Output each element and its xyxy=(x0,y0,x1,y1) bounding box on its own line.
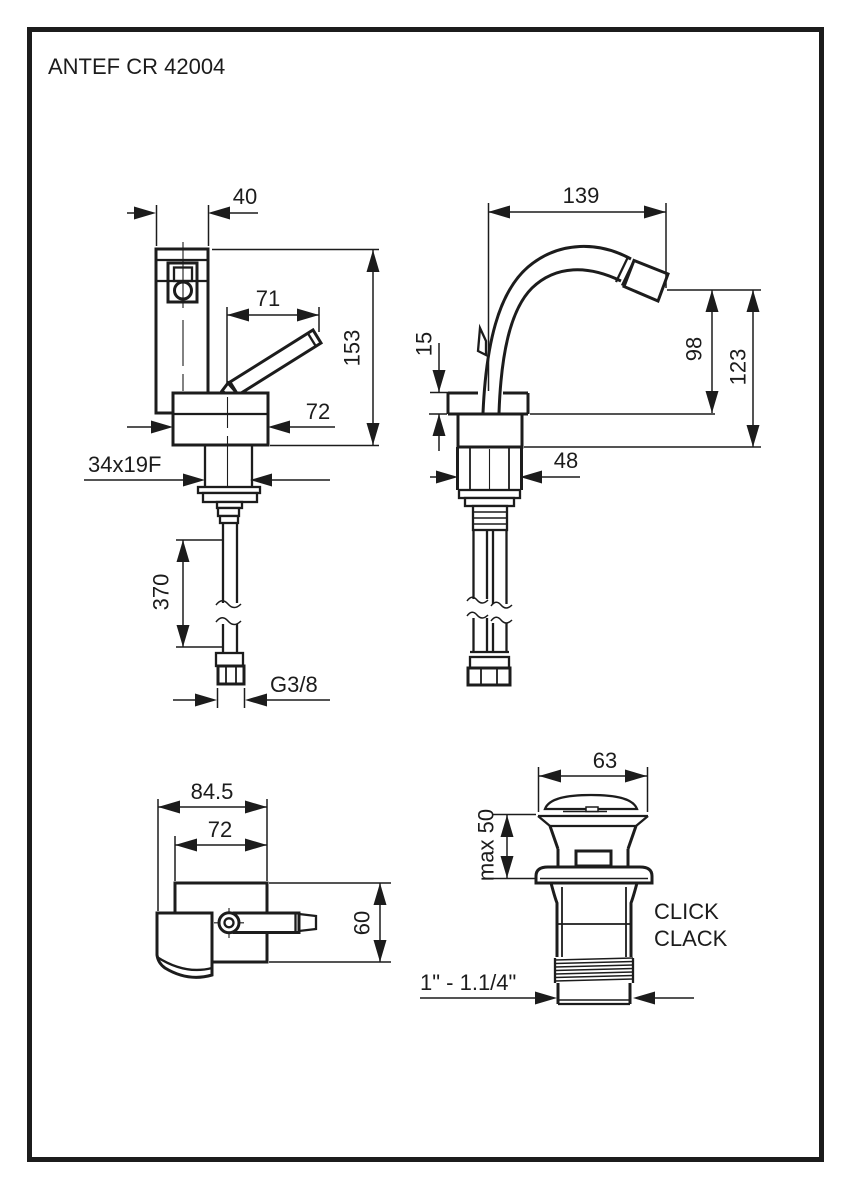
dim-side-total-height: 123 xyxy=(725,348,751,386)
dim-front-spout-width: 40 xyxy=(232,184,258,209)
dim-drain-clamp-range: max 50 xyxy=(473,808,499,882)
dim-top-overall-width: 84.5 xyxy=(190,779,234,804)
handle-pivot xyxy=(219,913,239,933)
dim-side-plate-height: 15 xyxy=(411,331,437,357)
dim-drain-cap-diameter: 63 xyxy=(592,748,618,773)
drain-pop-label-1: CLICK xyxy=(654,899,719,924)
dim-front-handle-offset: 71 xyxy=(255,286,281,311)
dim-side-reach: 139 xyxy=(562,183,600,208)
hose-nut xyxy=(468,668,510,685)
base-body xyxy=(173,393,268,445)
drain-stem xyxy=(576,851,611,866)
drain-pop-label-2: CLACK xyxy=(654,926,728,951)
dim-front-shank-thread: 34x19F xyxy=(88,452,162,477)
dim-front-base-width: 72 xyxy=(305,399,331,424)
dim-front-height: 153 xyxy=(339,329,365,367)
dim-side-spout-height: 98 xyxy=(681,336,707,362)
dim-drain-thread: 1" - 1.1/4" xyxy=(420,970,517,995)
hose-nut xyxy=(218,666,244,684)
dim-front-hose-length: 370 xyxy=(148,573,174,611)
dim-side-body-width: 48 xyxy=(553,448,579,473)
page-title: ANTEF CR 42004 xyxy=(48,54,226,79)
handle-lever-top xyxy=(299,914,316,931)
dim-front-hose-thread: G3/8 xyxy=(270,672,318,697)
dim-top-body-width: 72 xyxy=(207,817,233,842)
drain-collar xyxy=(536,867,652,883)
dim-top-depth: 60 xyxy=(349,910,375,936)
